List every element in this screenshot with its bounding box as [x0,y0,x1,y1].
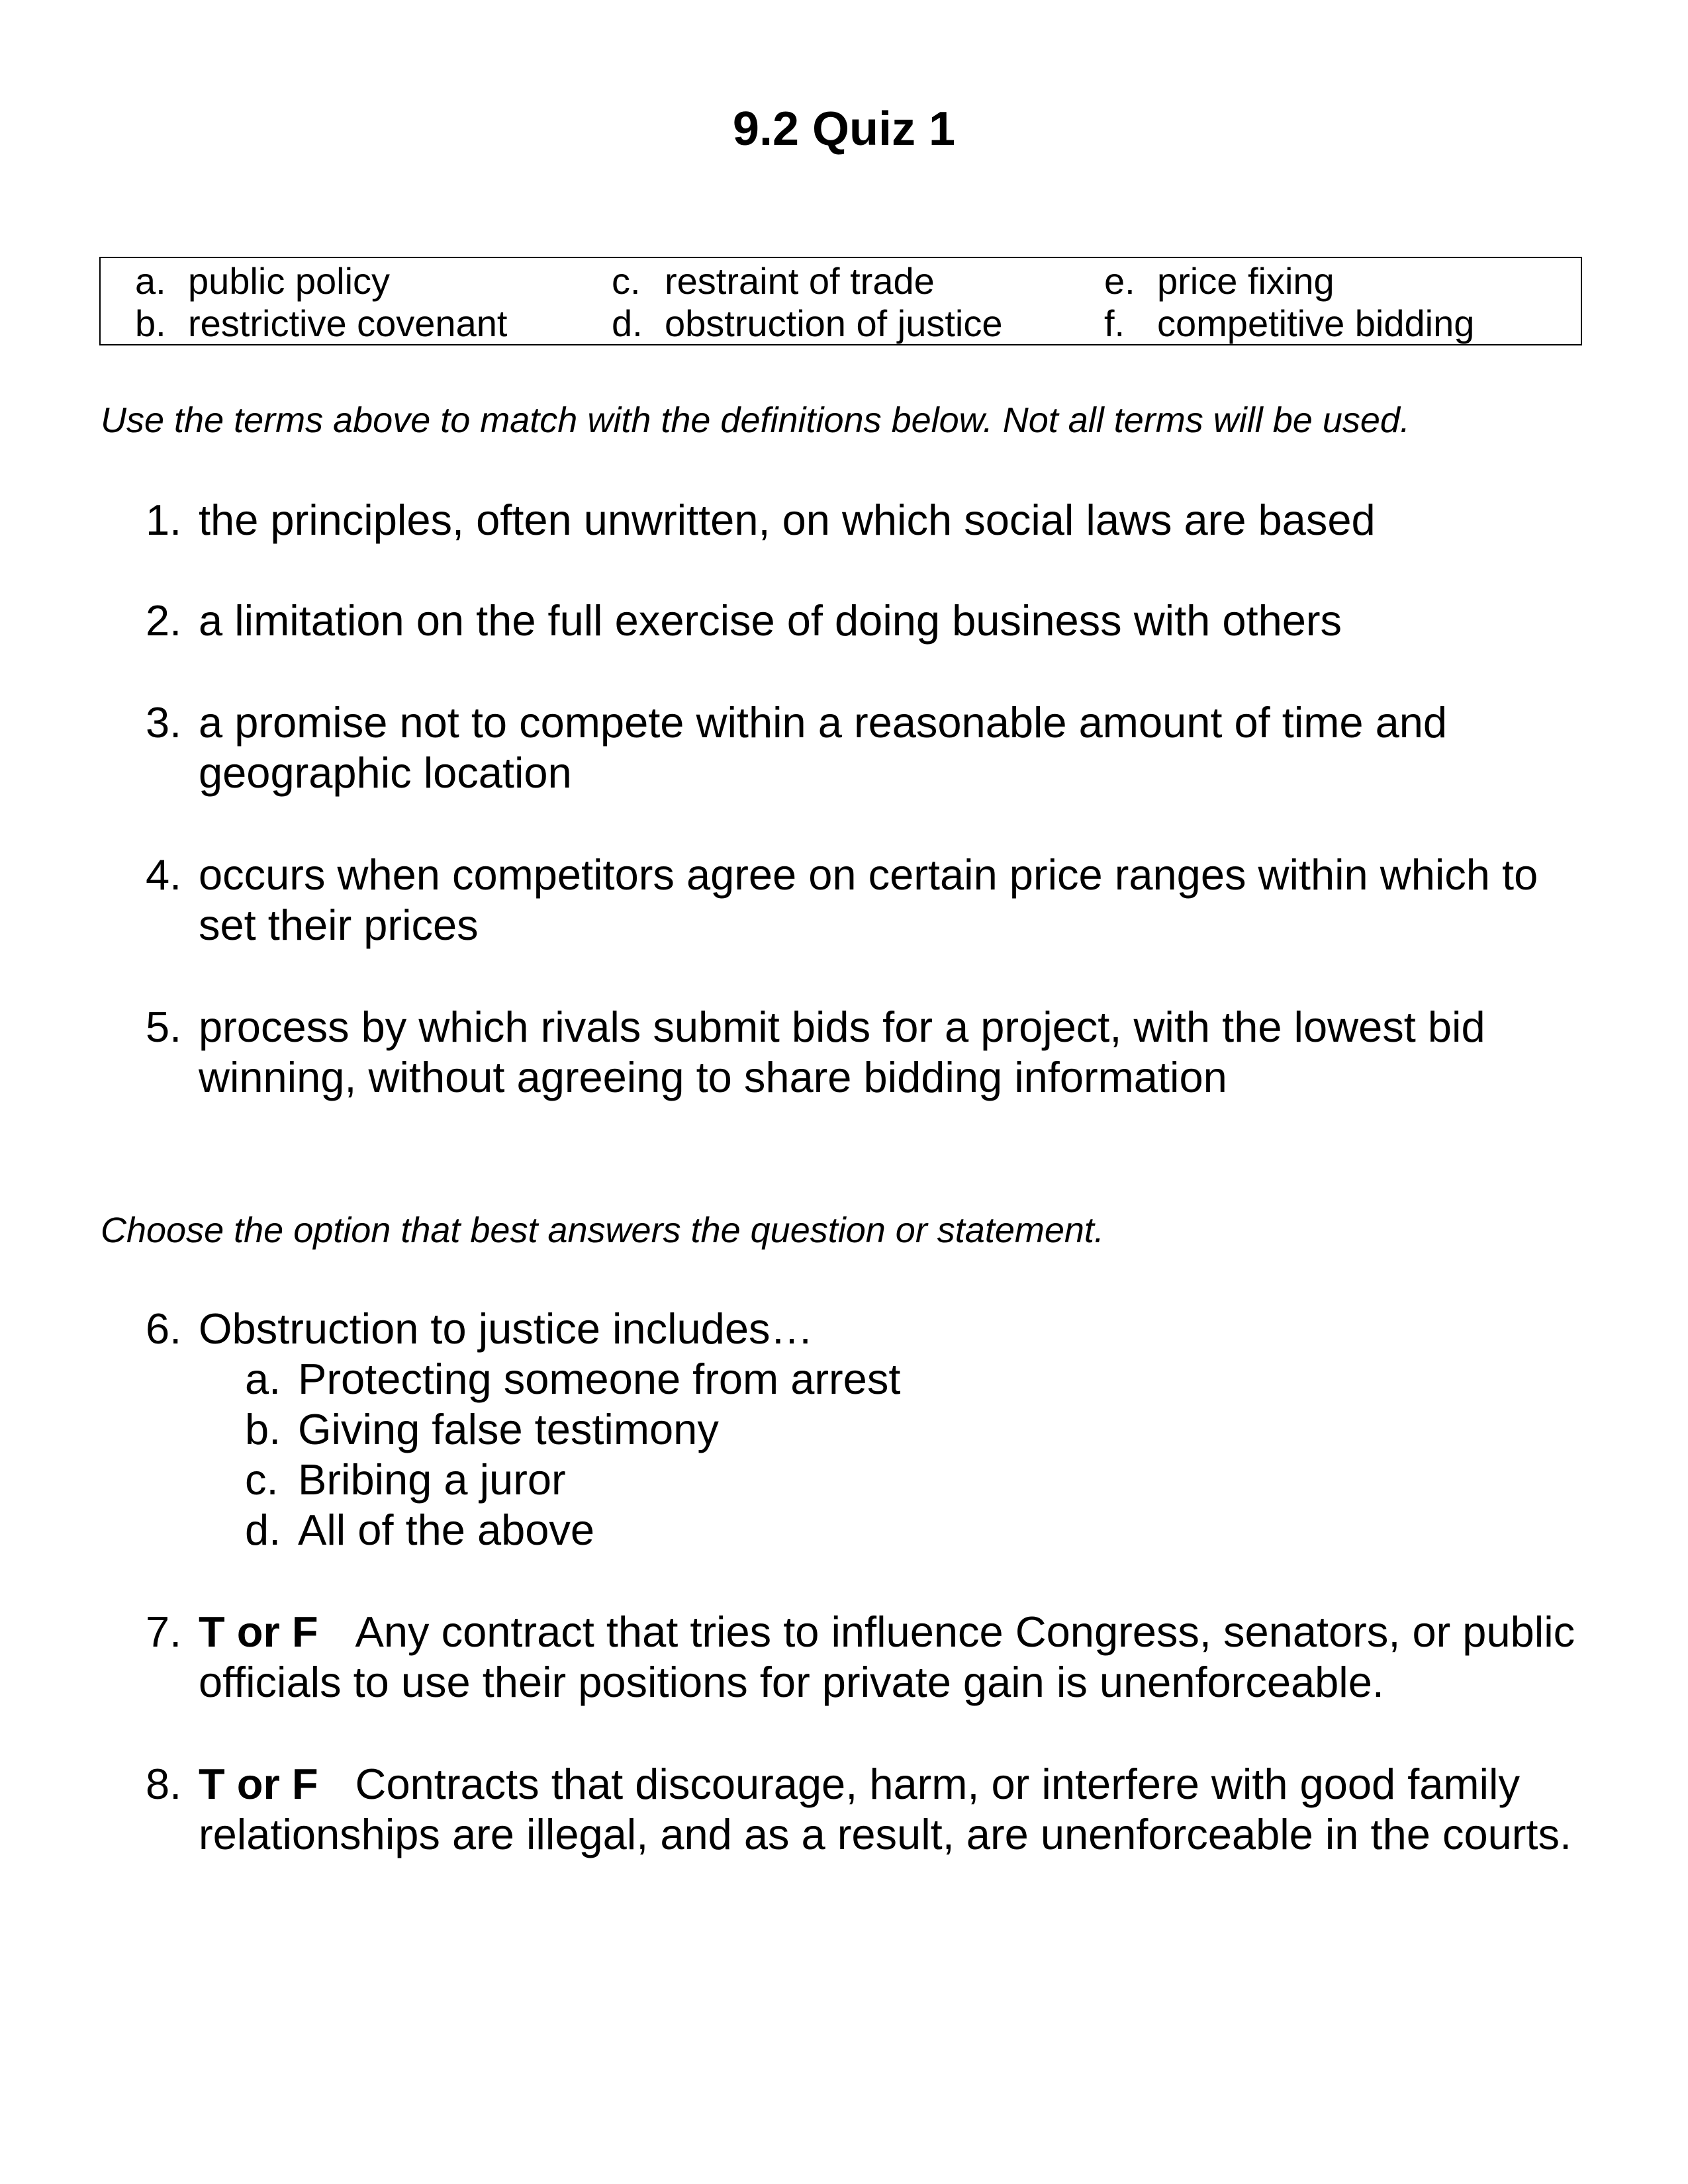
definition-text: a limitation on the full exercise of doing business with others [199,596,1342,645]
question-number: 1. [146,496,182,544]
term-text: restrictive covenant [188,302,508,344]
question-text: Obstruction to justice includes… [199,1304,814,1353]
answer-option [245,1354,900,1404]
true-false-label: T or F [199,1608,318,1656]
option-letter: b. [245,1405,281,1453]
question-text: Contracts that discourage, harm, or interfere with good family relationships are illegal, and as a result, are unenforceable in the courts. [199,1760,1572,1858]
definition-text: the principles, often unwritten, on which social laws are based [199,496,1376,544]
term-text: competitive bidding [1157,302,1475,344]
term-letter: c. [612,260,641,302]
question-body [199,1607,1575,1707]
term-letter: b. [135,302,166,344]
answer-option [245,1505,594,1555]
term-item [1104,302,1474,345]
definition-item [146,698,1575,798]
question-text: Any contract that tries to influence Congress, senators, or public officials to use their positions for private gain is unenforceable. [199,1608,1575,1706]
question-7 [146,1607,1575,1707]
definition-text: occurs when competitors agree on certain price ranges within which to set their prices [199,850,1538,949]
option-letter: c. [245,1455,279,1504]
definition-item [146,850,1575,950]
term-letter: e. [1104,260,1135,302]
term-text: obstruction of justice [665,302,1003,344]
option-text: Bribing a juror [298,1455,566,1504]
answer-option [245,1455,566,1505]
question-8 [146,1759,1575,1860]
definition-text: a promise not to compete within a reasonable amount of time and geographic location [199,698,1448,797]
term-item [612,302,1002,345]
term-item [1104,259,1335,303]
choice-instruction: Choose the option that best answers the question or statement. [101,1210,1104,1250]
term-letter: a. [135,260,166,302]
matching-instruction: Use the terms above to match with the definitions below. Not all terms will be used. [101,400,1410,440]
term-text: price fixing [1157,260,1335,302]
option-text: Protecting someone from arrest [298,1355,901,1403]
definition-text: process by which rivals submit bids for a project, with the lowest bid winning, without agreeing to share bidding information [199,1003,1485,1101]
question-number: 7. [146,1608,182,1656]
option-text: All of the above [298,1506,595,1554]
question-body [199,1759,1575,1860]
question-number: 6. [146,1304,182,1353]
question-number: 5. [146,1003,182,1051]
definition-item [146,596,1575,646]
answer-option [245,1404,719,1455]
term-item [135,302,507,345]
term-bank [99,257,1582,345]
definition-item [146,1002,1575,1103]
question-number: 2. [146,596,182,645]
term-item [612,259,935,303]
term-item [135,259,390,303]
question-number: 3. [146,698,182,747]
option-text: Giving false testimony [298,1405,719,1453]
term-letter: f. [1104,302,1125,344]
question-6 [146,1304,1575,1354]
option-letter: d. [245,1506,281,1554]
question-number: 4. [146,850,182,899]
page-title: 9.2 Quiz 1 [732,103,956,156]
term-text: public policy [188,260,391,302]
term-text: restraint of trade [665,260,935,302]
definition-item [146,495,1575,545]
true-false-label: T or F [199,1760,318,1808]
question-number: 8. [146,1760,182,1808]
term-letter: d. [612,302,643,344]
option-letter: a. [245,1355,281,1403]
